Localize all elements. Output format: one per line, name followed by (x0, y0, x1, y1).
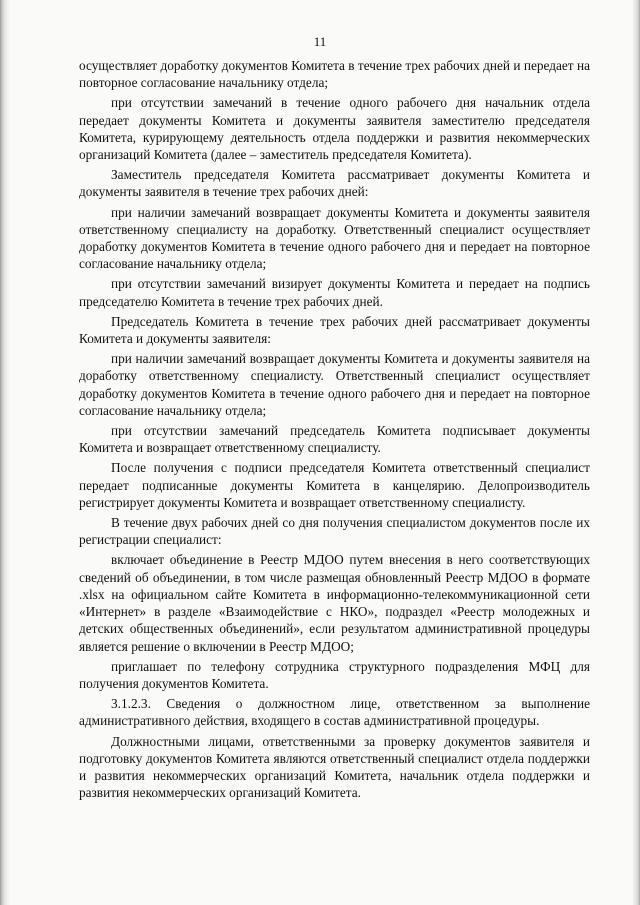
paragraph-5: при отсутствии замечаний визирует документы Комитета и передает на подпись председателю Комитета в течение трех рабочих дней. (79, 276, 590, 309)
paragraph-8: при отсутствии замечаний председатель Комитета подписывает документы Комитета и возвращает ответственному специалисту. (79, 423, 590, 456)
paragraph-4: при наличии замечаний возвращает документы Комитета и документы заявителя ответственному специалисту на доработку. Ответственный специалист осуществляет доработку документов Комитета в течение одного рабочего дня и передает на повторное согласование начальнику отдела; (79, 204, 590, 272)
paragraph-12: приглашает по телефону сотрудника структурного подразделения МФЦ для получения документов Комитета. (79, 658, 590, 691)
scan-edge-right (632, 0, 640, 905)
paragraph-9: После получения с подписи председателя Комитета ответственный специалист передает подписанные документы Комитета в канцелярию. Делопроизводитель регистрирует документы Комитета и возвращает ответственному специалисту. (79, 460, 590, 510)
paragraph-13: 3.1.2.3. Сведения о должностном лице, ответственном за выполнение административного действия, входящего в состав административной процедуры. (79, 696, 590, 729)
paragraph-6: Председатель Комитета в течение трех рабочих дней рассматривает документы Комитета и документы заявителя: (79, 313, 590, 347)
paragraph-14: Должностными лицами, ответственными за проверку документов заявителя и подготовку документов Комитета являются ответственный специалист отдела поддержки и развития некоммерческих организаций Комитета, начальник отдела поддержки и развития некоммерческих организаций Комитета. (79, 733, 590, 801)
document-body (79, 57, 590, 804)
scan-edge-left (0, 0, 10, 905)
paragraph-7: при наличии замечаний возвращает документы Комитета и документы заявителя на доработку ответственному специалисту. Ответственный специалист осуществляет доработку документов Комитета в течение одного рабочего дня и передает на повторное согласование начальнику отдела; (79, 351, 590, 418)
paragraph-10: В течение двух рабочих дней со дня получения специалистом документов после их регистрации специалист: (79, 515, 590, 548)
paragraph-11: включает объединение в Реестр МДОО путем внесения в него соответствующих сведений об объединении, в том числе размещая обновленный Реестр МДОО в формате .xlsx на официальном сайте Комитета в информационно-телекоммуникационной сети «Интернет» в разделе «Взаимодействие с НКО», подраздел «Реестр молодежных и детских общественных объединений», если результатом административной процедуры является решение о включении в Реестр МДОО; (79, 552, 590, 654)
paragraph-1: осуществляет доработку документов Комитета в течение трех рабочих дней и передает на повторное согласование начальнику отдела; (79, 58, 590, 91)
paragraph-2: при отсутствии замечаний в течение одного рабочего дня начальник отдела передает документы Комитета и документы заявителя заместителю председателя Комитета, курирующему деятельность отдела поддержки и развития некоммерческих организаций Комитета (далее – заместитель председателя Комитета). (79, 95, 590, 163)
paragraph-3: Заместитель председателя Комитета рассматривает документы Комитета и документы заявителя в течение трех рабочих дней: (79, 167, 590, 200)
page-number: 11 (313, 34, 327, 49)
